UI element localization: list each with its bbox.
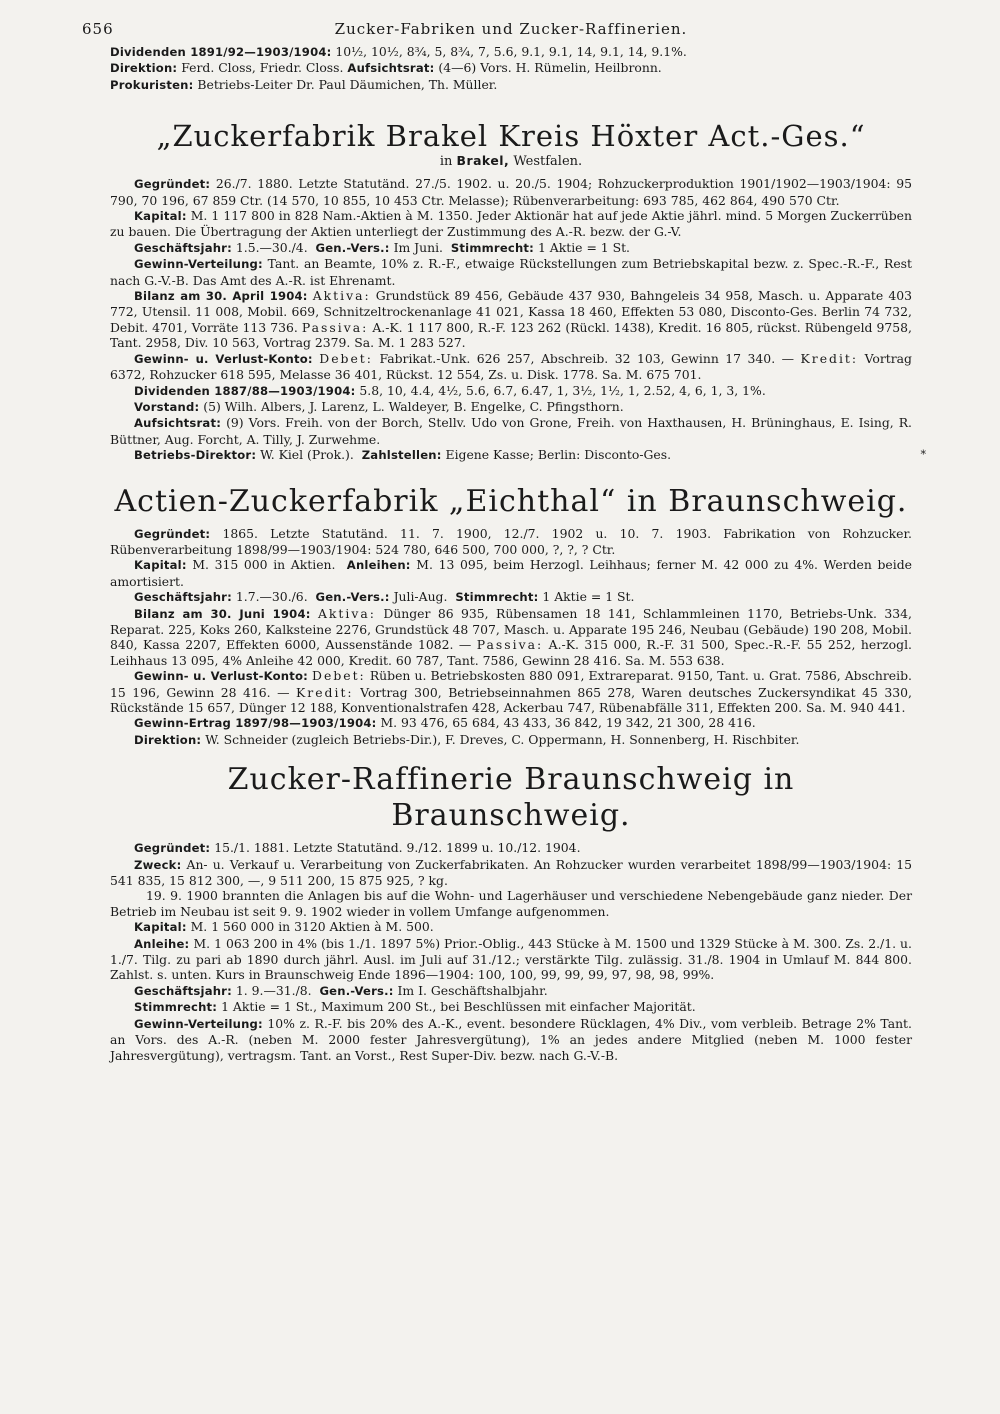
label: Geschäftsjahr: xyxy=(134,983,232,998)
label: Stimmrecht: xyxy=(450,240,534,255)
text: M. 1 560 000 in 3120 Aktien à M. 500. xyxy=(190,919,434,935)
raff-geschaeftsjahr xyxy=(110,983,912,999)
prev-aufsichtsrat-label: Aufsichtsrat: xyxy=(347,61,435,76)
label: Direktion: xyxy=(134,732,202,747)
raff-zweck xyxy=(110,857,912,889)
location-region: Westfalen. xyxy=(513,154,583,170)
text: Vortrag 6372, Rohzucker 618 595, Melasse 36 401, Rückst. 12 554, Zs. u. Disk. 1778. Sa. M. 675 701. xyxy=(110,350,912,383)
text: M. 1 063 200 in 4% (bis 1./1. 1897 5%) Prior.-Oblig., 443 Stücke à M. 1500 und 1329 Stücke à M. 300. Zs. 2./1. u. 1./7. Tilg. zu pari ab 1890 durch jährl. Ausl. im Juli auf 31./12.; verstärkte Tilg. zulässig. 31./8. 1904 in Umlauf M. 844 800. Zahlst. s. unten. Kurs in Braunschweig Ende 1896—1904: 100, 100, 99, 99, 99, 97, 98, 98, 99%. xyxy=(110,935,912,983)
text: A.-K. 315 000, R.-F. 31 500, Spec.-R.-F. 55 252, herzogl. Leihhaus 13 095, 4% Anleihe 42 000, Kredit. 60 787, Tant. 7586, Gewinn 28 416. Sa. M. 553 638. xyxy=(110,637,912,668)
text: M. 13 095, beim Herzogl. Leihhaus; ferner M. 42 000 zu 4%. Werden beide amortisiert. xyxy=(110,557,912,589)
previous-entry-tail xyxy=(110,44,912,93)
entry-title-brakel: „Zuckerfabrik Brakel Kreis Höxter Act.-Ges.“ xyxy=(156,119,866,154)
brakel-gewinnverteilung xyxy=(110,256,912,288)
label: Kapital: xyxy=(134,558,187,573)
text: M. 315 000 in Aktien. xyxy=(192,557,336,573)
brakel-bilanz xyxy=(110,288,912,351)
location-city: Brakel, xyxy=(456,153,510,169)
debet-word: Debet: xyxy=(319,350,373,366)
label: Gen.-Vers.: xyxy=(315,240,390,255)
text: Grundstück 89 456, Gebäude 437 930, Bahngeleis 34 958, Masch. u. Apparate 403 772, Utensil. 11 008, Mobil. 669, Schnitzeltrockenanlage 41 021, Kassa 18 460, Effekten 53 080, Disconto-Ges. Berlin 74 732, Debit. 4701, Vorräte 113 736. xyxy=(110,288,912,335)
text: Im I. Geschäftshalbjahr. xyxy=(397,982,548,998)
entry-raffinerie xyxy=(110,762,912,1063)
raff-stimmrecht xyxy=(110,999,912,1015)
prev-prokuristen xyxy=(110,77,912,93)
text: (5) Wilh. Albers, J. Larenz, L. Waldeyer, B. Engelke, C. Pfingsthorn. xyxy=(203,398,624,414)
label: Anleihe: xyxy=(134,936,190,951)
label: Gewinn-Verteilung: xyxy=(134,1016,263,1031)
label: Gegründet: xyxy=(134,177,211,192)
passiva-word: Passiva: xyxy=(476,637,544,653)
label: Bilanz am 30. Juni 1904: xyxy=(134,606,311,621)
raff-gewinnverteilung xyxy=(110,1016,912,1063)
label: Gewinn-Ertrag 1897/98—1903/1904: xyxy=(134,716,377,731)
text: Vortrag 300, Betriebseinnahmen 865 278, Waren deutsches Zuckersyndikat 45 330, Rückstände 15 657, Dünger 12 188, Konventionalstrafen 428, Ackerbau 747, Rübenabfälle 311, Effekten 200. Sa. M. 940 441. xyxy=(110,684,912,715)
text: 1. 9.—31./8. xyxy=(235,982,312,998)
entry-title-raffinerie: Zucker-Raffinerie Braunschweig in Braunschweig. xyxy=(227,762,795,834)
text: 1865. Letzte Statutänd. 11. 7. 1900, 12./7. 1902 u. 10. 7. 1903. Fabrikation von Rohzucker. Rübenverarbeitung 1898/99—1903/1904: 524 780, 646 500, 700 000, ?, ?, ? Ctr. xyxy=(110,525,912,557)
kredit-word: Kredit: xyxy=(800,350,859,366)
eichthal-geschaeftsjahr xyxy=(110,589,912,605)
text: W. Kiel (Prok.). xyxy=(260,447,354,463)
text: 1 Aktie = 1 St. xyxy=(537,239,630,255)
prev-prokuristen-text: Betriebs-Leiter Dr. Paul Däumichen, Th. Müller. xyxy=(197,76,498,92)
entry-location-brakel xyxy=(110,153,912,170)
text: M. 93 476, 65 684, 43 433, 36 842, 19 342, 21 300, 28 416. xyxy=(380,715,756,731)
raff-kapital xyxy=(110,919,912,935)
label: Geschäftsjahr: xyxy=(134,590,232,605)
brakel-geschaeftsjahr xyxy=(110,240,912,256)
label: Gewinn-Verteilung: xyxy=(134,257,263,272)
text: 1.7.—30./6. xyxy=(235,589,308,605)
label: Zahlstellen: xyxy=(361,448,442,463)
entry-eichthal xyxy=(110,484,912,749)
label: Gewinn- u. Verlust-Konto: xyxy=(134,351,313,366)
raff-anleihe xyxy=(110,936,912,983)
label: Betriebs-Direktor: xyxy=(134,448,257,463)
text: 10% z. R.-F. bis 20% des A.-K., event. besondere Rücklagen, 4% Div., vom verbleib. Betrage 2% Tant. an Vors. des A.-R. (neben M. 2000 fester Jahresvergütung), 1% an jedes andere Mitglied (neben M. 1000 fester Jahresvergütung), vertragsm. Tant. an Vorst., Rest Super-Div. bezw. nach G.-V.-B. xyxy=(110,1015,912,1063)
brakel-betriebsdir xyxy=(110,447,926,463)
prev-direktion-text: Ferd. Closs, Friedr. Closs. xyxy=(181,60,344,76)
label: Anleihen: xyxy=(346,558,411,573)
eichthal-gegruendet xyxy=(110,526,912,558)
text: Juli-Aug. xyxy=(393,589,448,605)
debet-word: Debet: xyxy=(312,668,366,684)
label: Geschäftsjahr: xyxy=(134,240,232,255)
label: Zweck: xyxy=(134,857,182,872)
text: 1 Aktie = 1 St. xyxy=(542,589,635,605)
brakel-dividenden xyxy=(110,383,912,399)
brakel-aufsichtsrat xyxy=(110,415,912,447)
prev-dividenden xyxy=(110,44,912,60)
text: W. Schneider (zugleich Betriebs-Dir.), F. Dreves, C. Oppermann, H. Sonnenberg, H. Rischbiter. xyxy=(205,731,800,747)
location-prefix: in xyxy=(439,154,453,170)
text: Rüben u. Betriebskosten 880 091, Extrareparat. 9150, Tant. u. Grat. 7586, Abschreib. 15 196, Gewinn 28 416. xyxy=(110,668,912,700)
eichthal-guv: Gewinn- u. Verlust-Konto: Debet: Rüben u. Betriebskosten 880 091, Extrareparat. 9150, Tant. u. Grat. 7586, Abschreib. 15 196, Gewinn 28 416. — Kredit: Vortrag 300, Betriebseinnahmen 865 278, Waren deutsches Zuckersyndikat 45 330, Rückstände 15 657, Dünger 12 188, Konventionalstrafen 428, Ackerbau 747, Rübenabfälle 311, Effekten 200. Sa. M. 940 441. xyxy=(110,668,912,715)
raff-brand: 19. 9. 1900 brannten die Anlagen bis auf die Wohn- und Lagerhäuser und verschiedene Nebengebäude ganz nieder. Der Betrieb im Neubau ist seit 9. 9. 1902 wieder in vollem Umfange aufgenommen. xyxy=(110,888,912,919)
page-header xyxy=(82,14,912,44)
text: (9) Vors. Freih. von der Borch, Stellv. Udo von Grone, Freih. von Haxthausen, H. Brüninghaus, E. Ising, R. Büttner, Aug. Forcht, A. Tilly, J. Zurwehme. xyxy=(110,415,912,447)
eichthal-direktion xyxy=(110,732,912,748)
text: 15./1. 1881. Letzte Statutänd. 9./12. 1899 u. 10./12. 1904. xyxy=(214,840,581,856)
brakel-gegruendet xyxy=(110,176,912,208)
brakel-vorstand xyxy=(110,399,912,415)
text: Im Juni. xyxy=(393,239,443,255)
text: M. 1 117 800 in 828 Nam.-Aktien à M. 1350. Jeder Aktionär hat auf jede Aktie jährl. mind. 5 Morgen Zuckerrüben zu bauen. Die Übertragung der Aktien unterliegt der Zustimmung des A.-R. bezw. der G.-V. xyxy=(110,208,912,240)
prev-aufsichtsrat-text: (4—6) Vors. H. Rümelin, Heilbronn. xyxy=(438,60,662,76)
text: An- u. Verkauf u. Verarbeitung von Zuckerfabrikaten. An Rohzucker wurden verarbeitet 1898/99—1903/1904: 15 541 835, 15 812 300, —, 9 511 200, 15 875 925, ? kg. xyxy=(110,856,912,889)
text: Eigene Kasse; Berlin: Disconto-Ges. xyxy=(445,447,672,463)
label: Gewinn- u. Verlust-Konto: xyxy=(134,669,308,684)
page-number: 656 xyxy=(82,20,114,38)
aktiva-word: Aktiva: xyxy=(312,288,371,304)
label: Gen.-Vers.: xyxy=(315,590,390,605)
prev-direktion xyxy=(110,60,912,76)
label: Aufsichtsrat: xyxy=(134,416,222,431)
footnote-asterisk: * xyxy=(920,448,926,462)
label: Gen.-Vers.: xyxy=(319,983,394,998)
kredit-word: Kredit: xyxy=(296,684,354,700)
text: Fabrikat.-Unk. 626 257, Abschreib. 32 103, Gewinn 17 340. xyxy=(379,350,776,366)
label: Stimmrecht: xyxy=(455,590,539,605)
label: Kapital: xyxy=(134,209,187,224)
text: A.-K. 1 117 800, R.-F. 123 262 (Rückl. 1438), Kredit. 16 805, rückst. Rübengeld 9758, Tant. 2958, Div. 10 563, Vortrag 2379. Sa. M. 1 283 527. xyxy=(110,319,912,351)
prev-dividenden-label: Dividenden 1891/92—1903/1904: xyxy=(110,45,332,59)
label: Vorstand: xyxy=(134,399,200,414)
entry-title-eichthal: Actien-Zuckerfabrik „Eichthal“ in Braunschweig. xyxy=(114,483,908,519)
entry-brakel xyxy=(110,119,926,463)
label: Bilanz am 30. April 1904: xyxy=(134,289,308,304)
brakel-guv: Gewinn- u. Verlust-Konto: Debet: Fabrikat.-Unk. 626 257, Abschreib. 32 103, Gewinn 17 340. — Kredit: Vortrag 6372, Rohzucker 618 595, Melasse 36 401, Rückst. 12 554, Zs. u. Disk. 1778. Sa. M. 675 701. xyxy=(110,350,912,383)
label: Stimmrecht: xyxy=(134,1000,218,1015)
running-title: Zucker-Fabriken und Zucker-Raffinerien. xyxy=(334,20,688,38)
text: 1 Aktie = 1 St., Maximum 200 St., bei Beschlüssen mit einfacher Majorität. xyxy=(221,999,696,1015)
text: 5.8, 10, 4.4, 4½, 5.6, 6.7, 6.47, 1, 3½, 1½, 1, 2.52, 4, 6, 1, 3, 1%. xyxy=(359,382,766,398)
raff-gegruendet xyxy=(110,840,912,856)
label: Dividenden 1887/88—1903/1904: xyxy=(134,383,356,398)
text: Dünger 86 935, Rübensamen 18 141, Schlammleinen 1170, Betriebs-Unk. 334, Reparat. 225, Koks 260, Kalksteine 2276, Grundstück 48 707, Masch. u. Apparate 195 246, Neubau (Gebäude) 190 208, Mobil. 840, Kassa 2207, Effekten 6000, Aussenstände 1082. xyxy=(110,605,912,653)
label: Gegründet: xyxy=(134,841,211,856)
label: Kapital: xyxy=(134,920,187,935)
brakel-kapital xyxy=(110,208,912,240)
aktiva-word: Aktiva: xyxy=(317,605,376,621)
prev-dividenden-text: 10½, 10½, 8¾, 5, 8¾, 7, 5.6, 9.1, 9.1, 14, 9.1, 14, 9.1%. xyxy=(335,44,687,59)
text: 1.5.—30./4. xyxy=(235,239,308,255)
text: Tant. an Beamte, 10% z. R.-F., etwaige Rückstellungen zum Betriebskapital bezw. z. Spec.-R.-F., Rest nach G.-V.-B. Das Amt des A.-R. ist Ehrenamt. xyxy=(110,256,912,288)
prev-prokuristen-label: Prokuristen: xyxy=(110,77,194,92)
eichthal-bilanz: Bilanz am 30. Juni 1904: Aktiva: Dünger 86 935, Rübensamen 18 141, Schlammleinen 1170, Betriebs-Unk. 334, Reparat. 225, Koks 260, Kalksteine 2276, Grundstück 48 707, Masch. u. Apparate 195 246, Neubau (Gebäude) 190 208, Mobil. 840, Kassa 2207, Effekten 6000, Aussenstände 1082. — Passiva: A.-K. 315 000, R.-F. 31 500, Spec.-R.-F. 55 252, herzogl. Leihhaus 13 095, 4% Anleihe 42 000, Kredit. 60 787, Tant. 7586, Gewinn 28 416. Sa. M. 553 638. xyxy=(110,605,912,668)
prev-direktion-label: Direktion: xyxy=(110,61,178,76)
eichthal-kapital xyxy=(110,557,912,589)
passiva-word: Passiva: xyxy=(301,319,369,335)
eichthal-ertrag xyxy=(110,715,912,731)
label: Gegründet: xyxy=(134,526,211,541)
text: 26./7. 1880. Letzte Statutänd. 27./5. 1902. u. 20./5. 1904; Rohzuckerproduktion 1901/1902—1903/1904: 95 790, 70 196, 67 859 Ctr. (14 570, 10 855, 10 453 Ctr. Melasse); Rübenverarbeitung: 693 785, 462 864, 490 570 Ctr. xyxy=(110,176,912,208)
